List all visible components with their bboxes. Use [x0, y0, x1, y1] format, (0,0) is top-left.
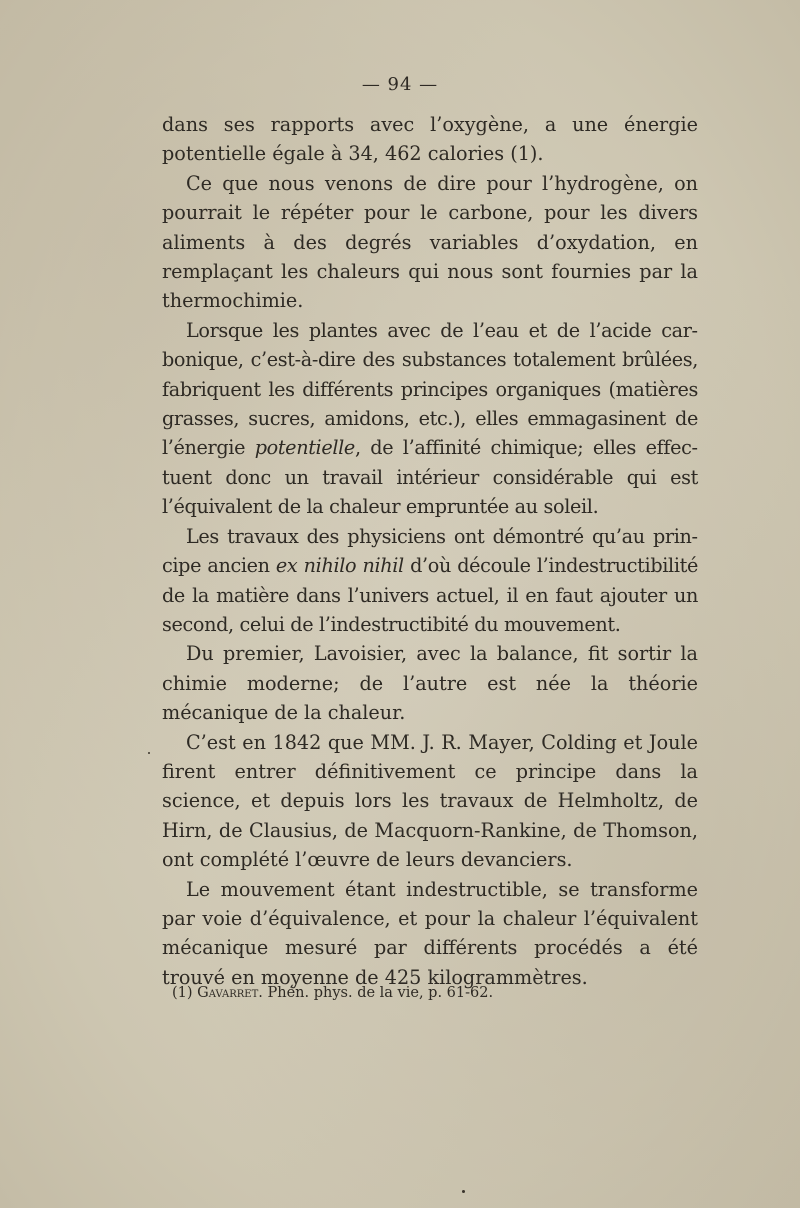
paragraph-4: Les travaux des physiciens ont démontré qu’au principe ancien ex nihilo nihil d’où découle l’indestructibilité de la matière dans l’univers actuel, il en faut ajouter un second, celui de l’indestructibité du mouvement.	[162, 524, 698, 636]
footnote	[172, 983, 493, 1003]
paragraph-7: Le mouvement étant indestructible, se transforme par voie d’équivalence, et pour la chaleur l’équivalent mécanique mesuré par différents procédés a été trouvé en moyenne de 425 kilogrammètres.	[162, 877, 698, 989]
footnote-marker: (1)	[172, 985, 193, 1001]
body-text	[162, 110, 698, 992]
footnote-author: Gavarret	[197, 985, 259, 1001]
paragraph-1: dans ses rapports avec l’oxygène, a une énergie potentielle égale à 34, 462 calories (1).	[162, 113, 698, 166]
page-number: — 94 —	[361, 74, 439, 95]
paragraph-2: Ce que nous venons de dire pour l’hydrogène, on pourrait le répéter pour le carbone, pour les divers aliments à des degrés variables d’oxydation, en remplaçant les chaleurs qui nous sont fournies par la thermochimie.	[162, 171, 698, 313]
paragraph-5: Du premier, Lavoisier, avec la balance, fit sortir la chimie moderne; de l’autre est née la théorie mécanique de la chaleur.	[162, 642, 698, 725]
paragraph-6: C’est en 1842 que MM. J. R. Mayer, Colding et Joule firent entrer définitivement ce principe dans la science, et depuis lors les travaux de Helmholtz, de Hirn, de Clausius, de Macquorn-Rankine, de Thomson, ont complété l’œuvre de leurs devanciers.	[162, 730, 698, 872]
paragraph-3: Lorsque les plantes avec de l’eau et de l’acide carbonique, c’est-à-dire des substances totalement brûlées, fabriquent les différents principes organiques (matières grasses, sucres, amidons, etc.), elles emmagasinent de l’énergie potentielle, de l’affinité chimique; elles effectuent donc un travail intérieur considérable qui est l’équivalent de la chaleur empruntée au soleil.	[162, 318, 698, 519]
footnote-reference: . Phén. phys. de la vie, p. 61-62.	[258, 985, 494, 1001]
ink-speck	[148, 752, 150, 754]
ink-speck	[462, 1190, 465, 1193]
